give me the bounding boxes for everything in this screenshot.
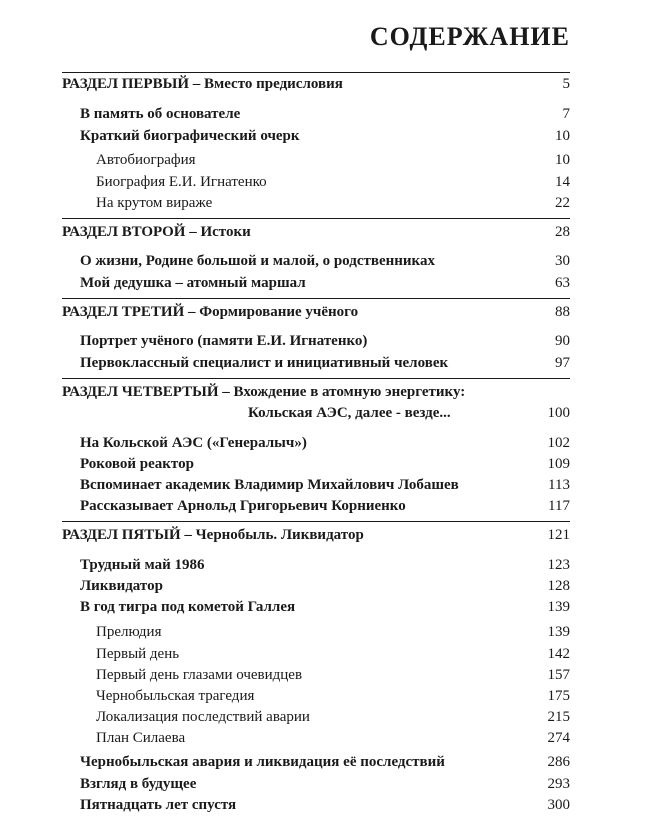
toc-entry[interactable]: [0, 496, 650, 516]
toc-entry[interactable]: [0, 353, 650, 373]
toc-section-2[interactable]: [0, 222, 650, 242]
toc-entry[interactable]: [0, 104, 650, 124]
toc-page-number: 100: [547, 405, 570, 421]
toc-label: РАЗДЕЛ ТРЕТИЙ – Формирование учёного: [62, 304, 359, 320]
toc-label: Пятнадцать лет спустя: [80, 797, 237, 813]
toc-subentry[interactable]: [0, 644, 650, 664]
toc-label: РАЗДЕЛ ВТОРОЙ – Истоки: [62, 224, 251, 240]
toc-label: Прелюдия: [96, 624, 162, 640]
toc-page-number: 5: [562, 76, 570, 92]
toc-label: В год тигра под кометой Галлея: [80, 599, 296, 615]
toc-page-number: 22: [555, 195, 570, 211]
toc-label: Рассказывает Арнольд Григорьевич Корниенко: [80, 498, 406, 514]
toc-page-number: 10: [555, 128, 570, 144]
toc-page-number: 286: [547, 754, 570, 770]
toc-page-number: 30: [555, 253, 570, 269]
toc-label: Мой дедушка – атомный маршал: [80, 275, 306, 291]
toc-label: Первоклассный специалист и инициативный человек: [80, 355, 449, 371]
toc-page-number: 88: [555, 304, 570, 320]
toc-section-1[interactable]: [0, 74, 650, 94]
toc-label: Взгляд в будущее: [80, 776, 197, 792]
toc-page-number: 142: [547, 646, 570, 662]
toc-page-number: 109: [547, 456, 570, 472]
toc-label: План Силаева: [96, 730, 186, 746]
toc-page-number: 7: [562, 106, 570, 122]
toc-label: На Кольской АЭС («Генералыч»): [80, 435, 307, 451]
toc-label: В память об основателе: [80, 106, 241, 122]
toc-page-number: 293: [547, 776, 570, 792]
toc-page-number: 28: [555, 224, 570, 240]
toc-section-4-continuation[interactable]: [0, 403, 650, 423]
toc-entry[interactable]: [0, 576, 650, 596]
toc-label: Трудный май 1986: [80, 557, 205, 573]
toc-entry[interactable]: [0, 273, 650, 293]
toc-page-number: 175: [547, 688, 570, 704]
toc-label: Ликвидатор: [80, 578, 163, 594]
page-title: СОДЕРЖАНИЕ: [369, 22, 570, 51]
toc-label: Кольская АЭС, далее - везде...: [248, 405, 451, 421]
toc-label: Вспоминает академик Владимир Михайлович Лобашев: [80, 477, 459, 493]
toc-label: На крутом вираже: [96, 195, 213, 211]
toc-subentry[interactable]: [0, 707, 650, 727]
toc-label: Портрет учёного (памяти Е.И. Игнатенко): [80, 333, 368, 349]
toc-entry[interactable]: [0, 774, 650, 794]
toc-entry[interactable]: [0, 597, 650, 617]
toc-entry[interactable]: [0, 251, 650, 271]
section-divider: [62, 521, 570, 522]
toc-label: Чернобыльская авария и ликвидация её последствий: [80, 754, 445, 770]
toc-section-5[interactable]: [0, 525, 650, 545]
toc-entry[interactable]: [0, 475, 650, 495]
toc-label: РАЗДЕЛ ПЯТЫЙ – Чернобыль. Ликвидатор: [62, 527, 364, 543]
toc-page-number: 10: [555, 152, 570, 168]
section-divider: [62, 378, 570, 379]
toc-page-number: 97: [555, 355, 570, 371]
toc-page-number: 157: [547, 667, 570, 683]
toc-label: Первый день: [96, 646, 180, 662]
toc-subentry[interactable]: [0, 150, 650, 170]
toc-entry[interactable]: [0, 331, 650, 351]
toc-entry[interactable]: [0, 555, 650, 575]
toc-section-3[interactable]: [0, 302, 650, 322]
toc-subentry[interactable]: [0, 172, 650, 192]
toc-label: РАЗДЕЛ ЧЕТВЕРТЫЙ – Вхождение в атомную энергетику:: [62, 384, 466, 400]
toc-page-number: 274: [547, 730, 570, 746]
section-divider: [62, 72, 570, 73]
section-divider: [62, 298, 570, 299]
toc-entry[interactable]: [0, 454, 650, 474]
toc-page-number: 139: [547, 624, 570, 640]
toc-label: Автобиография: [96, 152, 196, 168]
toc-page-number: 128: [547, 578, 570, 594]
toc-page-number: 123: [547, 557, 570, 573]
toc-page-number: 90: [555, 333, 570, 349]
toc-entry[interactable]: [0, 795, 650, 815]
toc-page-number: 102: [547, 435, 570, 451]
toc-page-number: 121: [547, 527, 570, 543]
toc-label: Локализация последствий аварии: [96, 709, 310, 725]
toc-page-number: 139: [547, 599, 570, 615]
toc-subentry[interactable]: [0, 665, 650, 685]
toc-label: Роковой реактор: [80, 456, 194, 472]
toc-page-number: 300: [547, 797, 570, 813]
toc-page-number: 215: [547, 709, 570, 725]
toc-entry[interactable]: [0, 752, 650, 772]
toc-label: Первый день глазами очевидцев: [96, 667, 303, 683]
toc-label: Чернобыльская трагедия: [96, 688, 255, 704]
section-divider: [62, 218, 570, 219]
toc-label: РАЗДЕЛ ПЕРВЫЙ – Вместо предисловия: [62, 76, 343, 92]
toc-subentry[interactable]: [0, 728, 650, 748]
toc-subentry[interactable]: [0, 193, 650, 213]
toc-label: О жизни, Родине большой и малой, о родственниках: [80, 253, 435, 269]
toc-page-number: 113: [548, 477, 570, 493]
toc-subentry[interactable]: [0, 686, 650, 706]
toc-label: Биография Е.И. Игнатенко: [96, 174, 267, 190]
toc-entry[interactable]: [0, 126, 650, 146]
toc-section-4[interactable]: [0, 382, 650, 402]
toc-label: Краткий биографический очерк: [80, 128, 300, 144]
toc-page-number: 63: [555, 275, 570, 291]
toc-entry[interactable]: [0, 433, 650, 453]
toc-page-number: 14: [555, 174, 570, 190]
toc-subentry[interactable]: [0, 622, 650, 642]
toc-page-number: 117: [548, 498, 570, 514]
